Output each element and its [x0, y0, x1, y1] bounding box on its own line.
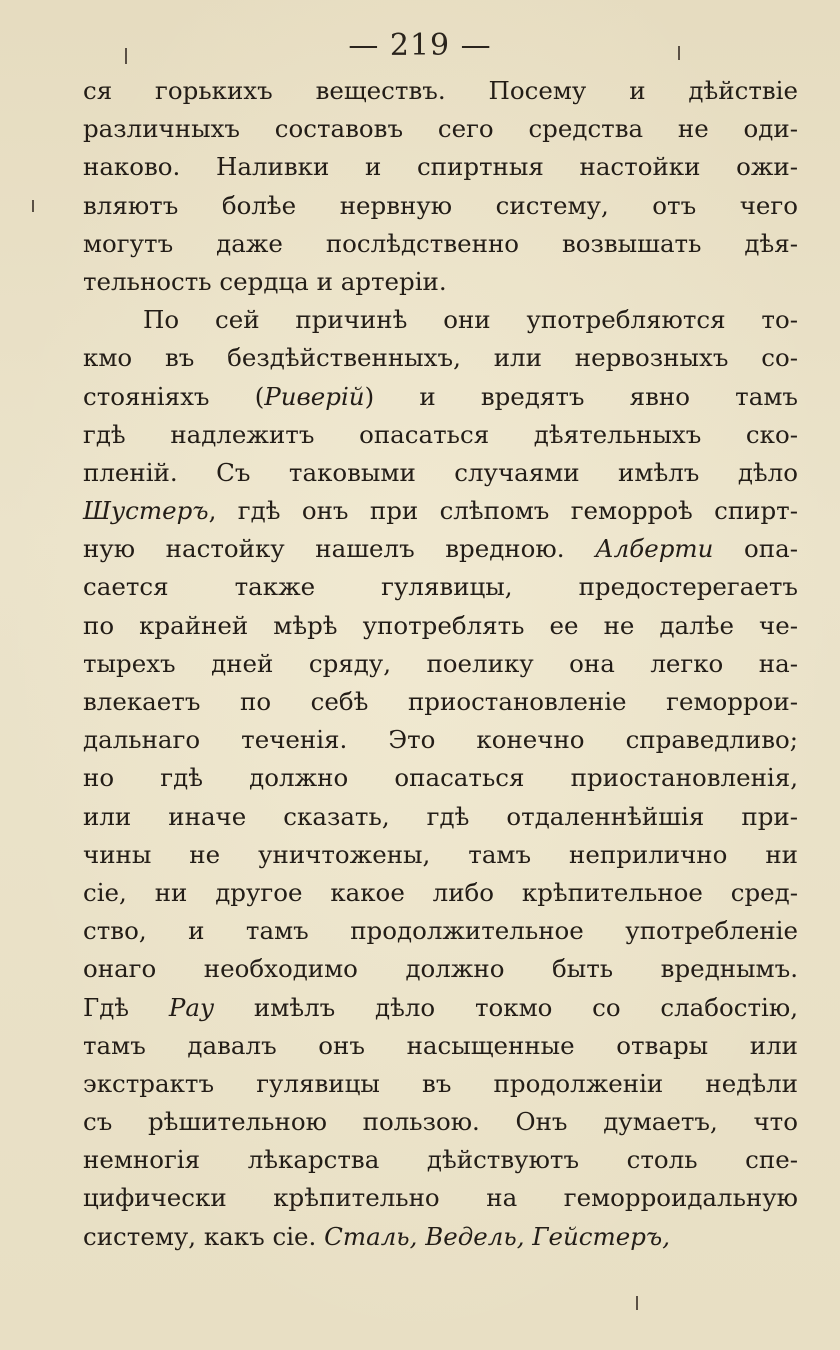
- text-segment: , гдѣ онъ при слѣпомъ геморроѣ спирт-: [208, 496, 798, 526]
- text-line: [83, 874, 798, 912]
- text-segment: экстрактъ гулявицы въ продолженіи недѣли: [83, 1068, 798, 1098]
- italic-name: Алберти: [595, 534, 714, 564]
- text-segment: влекаетъ по себѣ приостановленіе геморрои-: [83, 687, 798, 716]
- text-segment: различныхъ составовъ сего средства не оди-: [83, 114, 798, 144]
- text-line: [83, 263, 798, 301]
- text-segment: или иначе сказать, гдѣ отдаленнѣйшія при-: [83, 801, 798, 831]
- text-segment: тельность сердца и артеріи.: [83, 266, 447, 296]
- text-line: [83, 110, 798, 148]
- text-segment: чины не уничтожены, тамъ неприлично ни: [83, 839, 798, 869]
- text-line: [83, 836, 798, 874]
- text-line: [83, 1218, 798, 1256]
- text-segment: тырехъ дней сряду, поелику она легко на-: [83, 648, 798, 678]
- text-segment: но гдѣ должно опасаться приостановленія,: [83, 763, 798, 793]
- text-segment: ную настойку нашелъ вредною.: [83, 534, 596, 564]
- italic-name: Сталь, Ведель, Гейстеръ,: [324, 1221, 671, 1251]
- text-line: [83, 1065, 798, 1103]
- text-line: [83, 989, 798, 1027]
- text-line: [83, 1103, 798, 1141]
- text-segment: сается также гулявицы, предостерегаетъ: [83, 572, 798, 602]
- print-mark-bottom: [636, 1296, 638, 1310]
- text-segment: тамъ давалъ онъ насыщенные отвары или: [83, 1030, 798, 1060]
- text-segment: ство, и тамъ продолжительное употребленіе: [83, 916, 798, 946]
- print-mark-right: [678, 46, 680, 60]
- text-segment: ся горькихъ веществъ. Посему и дѣйствіе: [83, 76, 798, 105]
- text-segment: Гдѣ: [83, 992, 169, 1022]
- text-line: [83, 1141, 798, 1179]
- text-segment: дальнаго теченія. Это конечно справедливо;: [83, 725, 798, 755]
- text-line: [83, 187, 798, 225]
- text-line: [83, 568, 798, 606]
- text-line: [83, 416, 798, 454]
- text-segment: По сей причинѣ они употребляются то-: [143, 305, 798, 335]
- text-segment: кмо въ бездѣйственныхъ, или нервозныхъ со-: [83, 343, 798, 373]
- text-line: [83, 301, 798, 339]
- text-segment: сіе, ни другое какое либо крѣпительное сред-: [83, 877, 798, 907]
- italic-name: Шустеръ: [83, 496, 209, 526]
- text-segment: немногія лѣкарства дѣйствуютъ столь спе-: [83, 1145, 798, 1175]
- text-line: [83, 492, 798, 530]
- print-mark-margin: [32, 200, 34, 212]
- text-line: [83, 759, 798, 797]
- text-line: [83, 72, 798, 110]
- text-segment: гдѣ надлежитъ опасаться дѣятельныхъ ско-: [83, 419, 798, 449]
- text-segment: вляютъ болѣе нервную систему, отъ чего: [83, 190, 798, 220]
- text-line: [83, 225, 798, 263]
- text-line: [83, 912, 798, 950]
- text-line: [83, 378, 798, 416]
- text-segment: имѣлъ дѣло токмо со слабостію,: [214, 992, 798, 1022]
- text-line: [83, 148, 798, 186]
- text-line: [83, 454, 798, 492]
- text-line: [83, 950, 798, 988]
- text-segment: систему, какъ сіе.: [83, 1221, 325, 1251]
- text-line: [83, 607, 798, 645]
- text-line: [83, 1179, 798, 1217]
- print-mark-left: [125, 48, 127, 64]
- italic-name: Риверій: [264, 381, 365, 411]
- text-segment: по крайней мѣрѣ употреблять ее не далѣе че-: [83, 610, 798, 640]
- body-text: [83, 72, 798, 1256]
- text-line: [83, 683, 798, 721]
- text-line: [83, 1027, 798, 1065]
- text-segment: ) и вредятъ явно тамъ: [364, 381, 798, 411]
- text-segment: онаго необходимо должно быть вреднымъ.: [83, 954, 798, 984]
- text-line: [83, 645, 798, 683]
- text-segment: могутъ даже послѣдственно возвышать дѣя-: [83, 228, 798, 258]
- text-line: [83, 721, 798, 759]
- text-line: [83, 339, 798, 377]
- text-line: [83, 798, 798, 836]
- text-segment: наково. Наливки и спиртныя настойки ожи-: [83, 152, 798, 182]
- italic-name: Рау: [168, 992, 215, 1022]
- page-number: — 219 —: [348, 28, 492, 63]
- text-segment: опа-: [713, 534, 798, 564]
- text-segment: стояніяхъ (: [83, 381, 265, 411]
- text-line: [83, 530, 798, 568]
- text-segment: съ рѣшительною пользою. Онъ думаетъ, что: [83, 1107, 798, 1137]
- text-segment: пленій. Съ таковыми случаями имѣлъ дѣло: [83, 457, 798, 487]
- text-segment: цифически крѣпительно на геморроидальную: [83, 1183, 798, 1213]
